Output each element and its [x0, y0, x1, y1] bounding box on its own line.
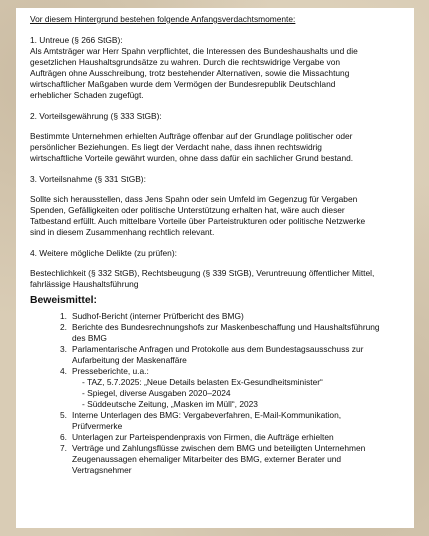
list-line: Prüfvermerke [72, 421, 123, 431]
list-number: 2. [60, 322, 67, 332]
evidence-title: Beweismittel: [30, 295, 97, 306]
section-line: persönlicher Beziehungen. Es liegt der Verdacht nahe, dass ihnen rechtswidrig [30, 142, 322, 152]
list-number: 5. [60, 410, 67, 420]
list-number: 1. [60, 311, 67, 321]
list-line: Berichte des Bundesrechnungshofs zur Maskenbeschaffung und Haushaltsführung [72, 322, 380, 332]
list-number: 6. [60, 432, 67, 442]
list-item [60, 366, 404, 410]
section-line: Tatbestand erfüllt. Auch mittelbare Vorteile über Parteistrukturen oder politische Netzwerke [30, 216, 366, 226]
list-item [60, 410, 404, 432]
list-number: 4. [60, 366, 67, 376]
section-line: fahrlässige Haushaltsführung [30, 279, 139, 289]
list-line: Vertragsnehmer [72, 465, 132, 475]
section-vorteilsgewaehrung [30, 111, 404, 164]
list-item [60, 432, 404, 443]
document-heading: Vor diesem Hintergrund bestehen folgende Anfangsverdachtsmomente: [30, 14, 296, 24]
list-number: 7. [60, 443, 67, 453]
press-item: - Spiegel, diverse Ausgaben 2020–2024 [82, 388, 231, 398]
list-number: 3. [60, 344, 67, 354]
list-item [60, 311, 404, 322]
section-line: Sollte sich herausstellen, dass Jens Spahn oder sein Umfeld im Gegenzug für Vergaben [30, 194, 358, 204]
section-line: Bestechlichkeit (§ 332 StGB), Rechtsbeugung (§ 339 StGB), Veruntreuung öffentlicher Mittel, [30, 268, 375, 278]
list-line: Verträge und Zahlungsflüsse zwischen dem BMG und beteiligten Unternehmen [72, 443, 366, 453]
section-line: erheblicher Schaden zugefügt. [30, 90, 144, 100]
press-item: - Süddeutsche Zeitung, „Masken im Müll“, 2023 [82, 399, 258, 409]
list-line: Unterlagen zur Parteispendenpraxis von Firmen, die Aufträge erhielten [72, 432, 334, 442]
section-line: wirtschaftliche Vorteile gewährt wurden, ohne dass dafür ein sachlicher Grund bestand. [30, 153, 354, 163]
section-line: wirtschaftlicher Maßgaben wurde dem Vermögen der Bundesrepublik Deutschland [30, 79, 336, 89]
section-line: Bestimmte Unternehmen erhielten Aufträge offenbar auf der Grundlage politischer oder [30, 131, 353, 141]
list-line: Aufarbeitung der Maskenaffäre [72, 355, 187, 365]
section-weitere-delikte [30, 248, 404, 290]
press-item: - TAZ, 5.7.2025: „Neue Details belasten Ex-Gesundheitsminister“ [82, 377, 323, 387]
section-title: 4. Weitere mögliche Delikte (zu prüfen): [30, 248, 177, 258]
section-line: Als Amtsträger war Herr Spahn verpflichtet, die Interessen des Bundeshaushalts und die [30, 46, 358, 56]
list-line: Presseberichte, u.a.: [72, 366, 149, 376]
section-vorteilsnahme [30, 174, 404, 238]
section-line: Aufträgen ohne Ausschreibung, trotz bestehender Alternativen, sowie die Missachtung [30, 68, 350, 78]
list-line: Sudhof-Bericht (interner Prüfbericht des BMG) [72, 311, 244, 321]
section-line: sind in diesem Zusammenhang rechtlich relevant. [30, 227, 215, 237]
evidence-list [30, 311, 404, 476]
list-line: des BMG [72, 333, 107, 343]
section-title: 2. Vorteilsgewährung (§ 333 StGB): [30, 111, 162, 121]
section-untreue [30, 35, 404, 101]
press-sublist [72, 377, 404, 410]
list-line: Parlamentarische Anfragen und Protokolle aus dem Bundestagsausschuss zur [72, 344, 364, 354]
section-title: 3. Vorteilsnahme (§ 331 StGB): [30, 174, 146, 184]
section-title: 1. Untreue (§ 266 StGB): [30, 35, 123, 45]
list-line: Zeugenaussagen ehemaliger Mitarbeiter des BMG, externer Berater und [72, 454, 342, 464]
section-line: Spenden, Gefälligkeiten oder politische Unterstützung erhalten hat, wäre auch dieser [30, 205, 345, 215]
section-line: gesetzlichen Haushaltsgrundsätze zu wahren. Durch die rechtswidrige Vergabe von [30, 57, 341, 67]
list-line: Interne Unterlagen des BMG: Vergabeverfahren, E-Mail-Kommunikation, [72, 410, 342, 420]
document-page [16, 8, 414, 528]
list-item [60, 322, 404, 344]
list-item [60, 443, 404, 476]
list-item [60, 344, 404, 366]
